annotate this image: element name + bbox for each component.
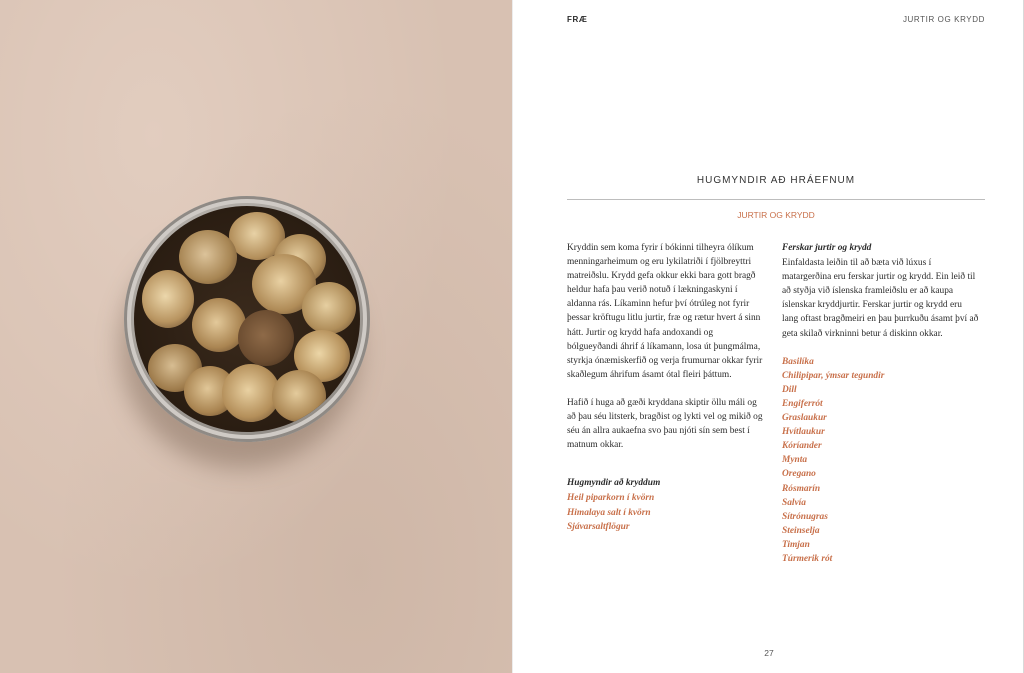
quality-paragraph: Hafið í huga að gæði kryddana skiptir öllu máli og að þau séu litsterk, bragðist og lykti vel og mikið og séu án allra aukaefna svo þau njóti sín sem best í matnum okkar.: [567, 397, 763, 451]
list-item: Chilipipar, ýmsar tegundir: [782, 370, 885, 381]
list-item: Timjan: [782, 539, 810, 550]
list-item: Hvítlaukur: [782, 427, 825, 438]
list-item: Kóríander: [782, 441, 822, 452]
list-item: Oregano: [782, 469, 816, 480]
left-text-column: [567, 241, 765, 534]
right-text-column: [782, 241, 980, 566]
list-item: Dill: [782, 384, 797, 395]
list-item: Steinselja: [782, 525, 820, 536]
fresh-herbs-heading: Ferskar jurtir og krydd: [782, 243, 872, 253]
spice-ideas-heading: Hugmyndir að kryddum: [567, 478, 661, 489]
fresh-herbs-paragraph: Einfaldasta leiðin til að bæta við lúxus í matargerðina eru ferskar jurtir og krydd. Ein leið til að styðja við íslenska framleiðslu er að kaupa íslenskar kryddjurtir. Ferskar jurtir og krydd eru lang oftast bragðmeiri en þau þurrkuðu ásamt því að geta skilað virkninni betur á diskinn okkar.: [782, 258, 979, 339]
running-header-left: FRÆ: [567, 15, 588, 24]
dried-mushrooms: [134, 206, 360, 432]
intro-paragraph: Kryddin sem koma fyrir í bókinni tilheyra ólíkum menningarheimum og eru lykilatriði í fjölbreyttri matreiðslu. Krydd gefa okkur ekki bara gott bragð heldur hafa þau verið notuð í lækningaskyni í aldanna rás. Líkaminn hefur því ótrúleg not fyrir þessar kröftugu litlu jurtir, fræ og rætur hvert á sinn hátt. Jurtir og krydd hafa andoxandi og bólgueyðandi áhrif á líkamann, losa út þungmálma, styrkja ónæmiskerfið og verja frumurnar okkar fyrir skaðlegum áhrifum ásamt ótal fleiri þáttum.: [567, 243, 763, 380]
list-item: Graslaukur: [782, 413, 827, 424]
metal-bowl: [124, 196, 370, 442]
list-item: Mynta: [782, 455, 808, 466]
list-item: Rósmarín: [782, 483, 821, 494]
list-item: Engiferrót: [782, 398, 823, 409]
list-item: Sítrónugras: [782, 511, 828, 522]
list-item: Sjávarsaltflögur: [567, 521, 630, 532]
list-item: Salvía: [782, 497, 806, 508]
herbs-list: [782, 355, 980, 566]
page-subtitle: JURTIR OG KRYDD: [737, 210, 815, 220]
list-item: Túrmerik rót: [782, 553, 833, 564]
page-title: HUGMYNDIR AÐ HRÁEFNUM: [696, 175, 856, 186]
title-divider: [567, 199, 985, 200]
list-item: Basilíka: [782, 356, 814, 367]
spice-ideas-list: [567, 491, 765, 533]
text-page: [512, 0, 1024, 673]
running-header-right: JURTIR OG KRYDD: [902, 15, 985, 24]
list-item: Heil piparkorn í kvörn: [567, 493, 655, 504]
page-number: 27: [764, 648, 774, 658]
list-item: Himalaya salt í kvörn: [567, 507, 651, 518]
